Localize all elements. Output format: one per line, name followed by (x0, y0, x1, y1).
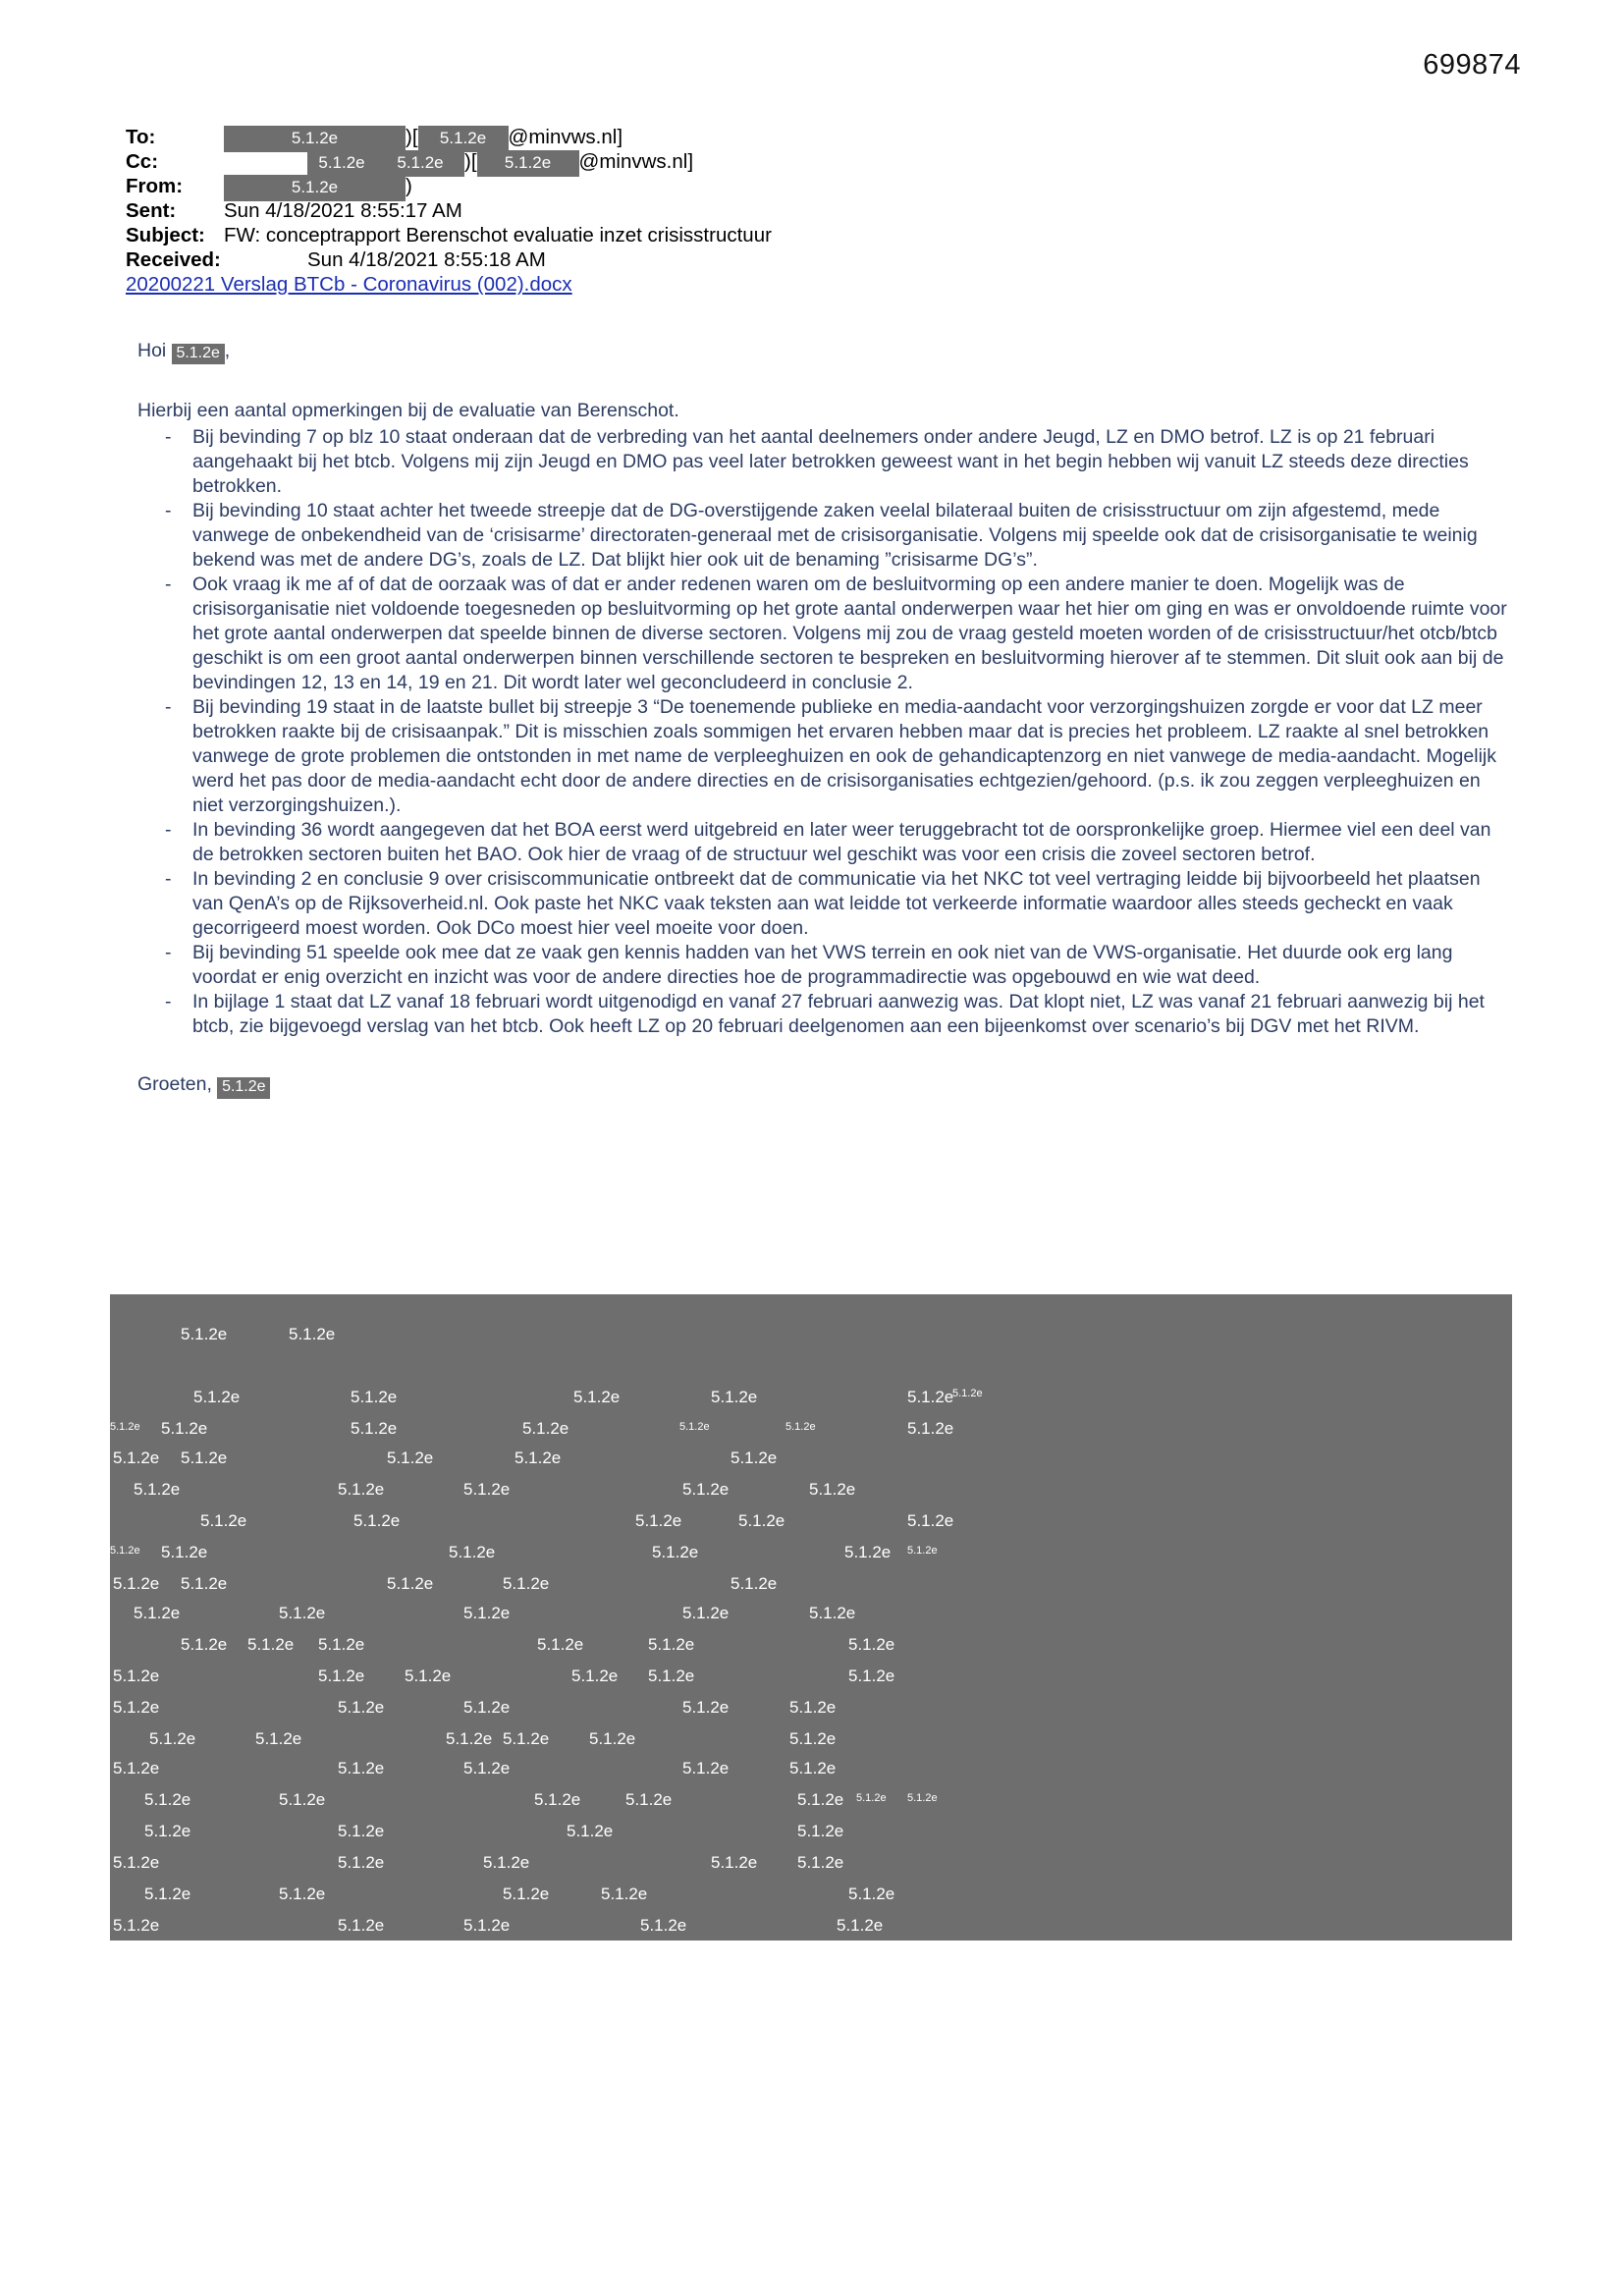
redaction-chip: 5.1.2e (797, 1853, 844, 1872)
email-body (137, 339, 1512, 1117)
list-item: - In bijlage 1 staat dat LZ vanaf 18 februari wordt uitgenodigd en vanaf 27 februari aanwezig was. Dat klopt niet, LZ was vanaf 21 februari aanwezig bij het btcb, zie bijgevoegd verslag van het btcb. Ook heeft LZ op 20 februari deelgenomen aan een bijeenkomst over scenario’s bij DGV met het RIVM. (137, 990, 1512, 1039)
to-suffix-2: @minvws.nl] (508, 126, 623, 148)
header-row-to (126, 126, 1402, 150)
redaction-chip: 5.1.2e (809, 1604, 856, 1622)
redaction-chip: 5.1.2e (682, 1698, 730, 1717)
redaction-chip: 5.1.2e (338, 1853, 385, 1872)
redaction-chip: 5.1.2e (952, 1388, 983, 1399)
redaction-chip: 5.1.2e (279, 1885, 326, 1903)
redaction-chip: 5.1.2e (110, 1545, 140, 1557)
redaction-chip: 5.1.2e (181, 1449, 228, 1467)
redaction-chip: 5.1.2e (255, 1729, 302, 1748)
redaction-chip: 5.1.2e (856, 1792, 887, 1804)
attachment-link[interactable]: 20200221 Verslag BTCb - Coronavirus (002).docx (126, 273, 572, 296)
redaction-chip: 5.1.2e (338, 1916, 385, 1935)
redaction-chip: 5.1.2e (113, 1449, 160, 1467)
redaction-chip: 5.1.2e (785, 1421, 816, 1433)
redaction-chip: 5.1.2e (338, 1759, 385, 1777)
redaction-chip: 5.1.2e (181, 1635, 228, 1654)
redaction-chip: 5.1.2e (514, 1449, 562, 1467)
list-item: - Ook vraag ik me af of dat de oorzaak was of dat er ander redenen waren om de besluitvorming op een andere manier te doen. Mogelijk was de crisisorganisatie niet voldoende toegesneden op besluitvorming op het grote aantal onderwerpen waar het hier om ging en was er onvoldoende ruimte voor het grote aantal onderwerpen dat speelde binnen de diverse sectoren. Volgens mij zou de vraag gesteld moeten worden of de crisisstructuur/het otcb/btcb geschikt is om een groot aantal onderwerpen binnen verschillende sectoren te bespreken en besluitvorming hierover af te stemmen. Dit sluit ook aan bij de bevindingen 12, 13 en 14, 19 en 21. Dit wordt later wel geconcludeerd in conclusie 2. (137, 573, 1512, 695)
redaction-chip: 5.1.2e (589, 1729, 636, 1748)
sent-label: Sent: (126, 199, 177, 222)
redaction-chip: 5.1.2e (318, 1667, 365, 1685)
list-item: - In bevinding 36 wordt aangegeven dat het BOA eerst werd uitgebreid en later weer teruggebracht tot de oorspronkelijke groep. Hiermee viel een deel van de betrokken sectoren buiten het BAO. Ook hier de vraag of de structuur wel geschikt was voor een crisis die zoveel sectoren betrof. (137, 818, 1512, 867)
redaction-chip: 5.1.2e (449, 1543, 496, 1561)
redaction-chip: 5.1.2e (289, 1325, 336, 1343)
redaction-chip: 5.1.2e (224, 126, 406, 152)
redaction-chip: 5.1.2e (789, 1729, 837, 1748)
redaction-chip: 5.1.2e (679, 1421, 710, 1433)
redaction-chip: 5.1.2e (682, 1480, 730, 1499)
list-item: - Bij bevinding 7 op blz 10 staat onderaan dat de verbreding van het aantal deelnemers onder andere Jeugd, LZ en DMO betrof. LZ is op 21 februari aangehaakt bij het btcb. Volgens mij zijn Jeugd en DMO pas veel later betrokken geweest want in het begin hebben wij vanuit LZ steeds deze directies betrokken. (137, 425, 1512, 499)
redaction-chip: 5.1.2e (161, 1543, 208, 1561)
redaction-chip: 5.1.2e (573, 1388, 621, 1406)
redaction-chip: 5.1.2e (848, 1885, 895, 1903)
redaction-chip: 5.1.2e (134, 1480, 181, 1499)
redaction-chip: 5.1.2e (217, 1077, 270, 1098)
redaction-chip: 5.1.2e (193, 1388, 241, 1406)
redaction-chip: 5.1.2e (522, 1419, 569, 1438)
header-row-sent (126, 199, 1402, 224)
redaction-chip: 5.1.2e (351, 1419, 398, 1438)
subject-value: FW: conceptrapport Berenschot evaluatie inzet crisisstructuur (224, 224, 772, 246)
redaction-chip: 5.1.2e (682, 1759, 730, 1777)
redaction-chip: 5.1.2e (113, 1667, 160, 1685)
redaction-chip: 5.1.2e (318, 1635, 365, 1654)
redaction-chip: 5.1.2e (338, 1698, 385, 1717)
cc-value (307, 150, 693, 177)
redaction-chip: 5.1.2e (172, 344, 225, 364)
to-value (224, 126, 623, 152)
redaction-chip: 5.1.2e (181, 1325, 228, 1343)
redaction-chip: 5.1.2e (418, 126, 509, 152)
redaction-chip: 5.1.2e (247, 1635, 295, 1654)
to-label: To: (126, 126, 156, 148)
redaction-chip: 5.1.2e (907, 1419, 954, 1438)
redaction-chip: 5.1.2e (789, 1759, 837, 1777)
cc-suffix-2: @minvws.nl] (578, 150, 694, 173)
redaction-chip: 5.1.2e (648, 1667, 695, 1685)
header-row-from (126, 175, 1402, 199)
comments-list (137, 425, 1512, 1039)
redaction-chip: 5.1.2e (625, 1790, 673, 1809)
redaction-chip: 5.1.2e (113, 1759, 160, 1777)
intro-paragraph: Hierbij een aantal opmerkingen bij de evaluatie van Berenschot. (137, 400, 679, 422)
redaction-chip: 5.1.2e (537, 1635, 584, 1654)
redaction-chip: 5.1.2e (181, 1574, 228, 1593)
redaction-chip: 5.1.2e (797, 1790, 844, 1809)
redaction-chip: 5.1.2e (224, 175, 406, 201)
redaction-chip: 5.1.2e (463, 1916, 511, 1935)
redaction-chip: 5.1.2e (279, 1604, 326, 1622)
redaction-chip: 5.1.2e (682, 1604, 730, 1622)
redaction-chip: 5.1.2e (907, 1792, 938, 1804)
redaction-chip: 5.1.2e (635, 1511, 682, 1530)
greeting-line (137, 339, 1512, 363)
redaction-chip: 5.1.2e (907, 1388, 954, 1406)
redaction-chip: 5.1.2e (567, 1822, 614, 1840)
redaction-chip: 5.1.2e (477, 150, 579, 177)
redaction-chip: 5.1.2e (307, 150, 376, 177)
from-label: From: (126, 175, 184, 197)
header-row-received (126, 248, 1402, 273)
redaction-chip: 5.1.2e (789, 1698, 837, 1717)
redaction-chip: 5.1.2e (144, 1790, 191, 1809)
redaction-chip: 5.1.2e (503, 1574, 550, 1593)
redaction-chip: 5.1.2e (652, 1543, 699, 1561)
list-item: - In bevinding 2 en conclusie 9 over crisiscommunicatie ontbreekt dat de communicatie via het NKC tot veel vertraging leidde bij bijvoorbeeld het plaatsen van QenA’s op de Rijksoverheid.nl. Ook paste het NKC vaak teksten aan wat leidde tot verkeerde informatie waardoor alles steeds gecheckt en vaak gecorrigeerd moest worden. Ook DCo moest hier veel moeite voor doen. (137, 867, 1512, 941)
redaction-chip: 5.1.2e (837, 1916, 884, 1935)
header-row-cc (126, 150, 1402, 175)
redaction-chip: 5.1.2e (640, 1916, 687, 1935)
received-label: Received: (126, 248, 221, 271)
to-suffix-1: )[ (406, 126, 418, 148)
redaction-chip: 5.1.2e (463, 1759, 511, 1777)
redaction-chip: 5.1.2e (711, 1853, 758, 1872)
redaction-chip: 5.1.2e (907, 1511, 954, 1530)
redaction-chip: 5.1.2e (149, 1729, 196, 1748)
signoff-text: Groeten, (137, 1073, 212, 1096)
redaction-chip: 5.1.2e (351, 1388, 398, 1406)
redaction-chip: 5.1.2e (161, 1419, 208, 1438)
redaction-chip: 5.1.2e (534, 1790, 581, 1809)
list-item: - Bij bevinding 10 staat achter het tweede streepje dat de DG-overstijgende zaken veelal bilateraal buiten de crisisstructuur om zijn afgestemd, mede vanwege de onbekendheid van de ‘crisisarme’ directoraten-generaal met de crisisorganisatie. Volgens mij speelde ook dat de crisisorganisatie te weinig bekend was met de andere DG’s, zoals de LZ. Dat blijkt hier ook uit de benaming ”crisisarme DG’s”. (137, 499, 1512, 573)
redaction-chip: 5.1.2e (571, 1667, 619, 1685)
redaction-chip: 5.1.2e (503, 1729, 550, 1748)
redaction-chip: 5.1.2e (279, 1790, 326, 1809)
list-item: - Bij bevinding 51 speelde ook mee dat ze vaak gen kennis hadden van het VWS terrein en ook niet van de VWS-organisatie. Het duurde ook erg lang voordat er enig overzicht en inzicht was voor de andere directies hoe de programmadirectie was opgebouwd en wie wat deed. (137, 941, 1512, 990)
redaction-chip: 5.1.2e (113, 1574, 160, 1593)
email-header (126, 126, 1402, 301)
redaction-chip: 5.1.2e (338, 1822, 385, 1840)
redaction-chip: 5.1.2e (200, 1511, 247, 1530)
redaction-chip: 5.1.2e (797, 1822, 844, 1840)
from-value (224, 175, 412, 201)
redaction-chip: 5.1.2e (907, 1545, 938, 1557)
redaction-chip: 5.1.2e (113, 1698, 160, 1717)
redacted-content-block (110, 1294, 1512, 1941)
header-row-subject (126, 224, 1402, 248)
redaction-chip: 5.1.2e (113, 1916, 160, 1935)
redaction-chip: 5.1.2e (731, 1574, 778, 1593)
redaction-chip: 5.1.2e (844, 1543, 892, 1561)
redaction-chip: 5.1.2e (113, 1853, 160, 1872)
cc-suffix-1: )[ (464, 150, 477, 173)
received-value: Sun 4/18/2021 8:55:18 AM (307, 248, 546, 271)
redaction-chip: 5.1.2e (848, 1667, 895, 1685)
list-item: - Bij bevinding 19 staat in de laatste bullet bij streepje 3 “De toenemende publieke en media-aandacht voor verzorgingshuizen zorgde er voor dat LZ meer betrokken raakte bij de crisisaanpak.” Dit is misschien zoals sommigen het ervaren hebben maar dat is precies het probleem. LZ raakte al snel betrokken vanwege de grote problemen die ontstonden in met name de verpleeghuizen en ook de gehandicaptenzorg en niet vanwege de media-aandacht. Mogelijk werd het pas door de media-aandacht echt door de andere directies en de crisisorganisaties echtgezien/gehoord. (p.s. ik zou zeggen verpleeghuizen en niet verzorgingshuizen.). (137, 695, 1512, 818)
redaction-chip: 5.1.2e (463, 1604, 511, 1622)
redaction-chip: 5.1.2e (338, 1480, 385, 1499)
redaction-chip: 5.1.2e (110, 1421, 140, 1433)
redaction-chip: 5.1.2e (731, 1449, 778, 1467)
redaction-chip: 5.1.2e (848, 1635, 895, 1654)
greeting-prefix: Hoi (137, 340, 167, 361)
redaction-chip: 5.1.2e (446, 1729, 493, 1748)
redaction-chip: 5.1.2e (601, 1885, 648, 1903)
redaction-chip: 5.1.2e (648, 1635, 695, 1654)
redaction-chip: 5.1.2e (144, 1885, 191, 1903)
redaction-chip: 5.1.2e (463, 1480, 511, 1499)
redaction-chip: 5.1.2e (463, 1698, 511, 1717)
redaction-chip: 5.1.2e (405, 1667, 452, 1685)
redaction-chip: 5.1.2e (483, 1853, 530, 1872)
redaction-chip: 5.1.2e (134, 1604, 181, 1622)
from-suffix: ) (406, 175, 412, 197)
cc-label: Cc: (126, 150, 159, 173)
page-number: 699874 (1423, 49, 1521, 81)
signoff-line (137, 1072, 1512, 1097)
redaction-chip: 5.1.2e (387, 1449, 434, 1467)
redaction-chip: 5.1.2e (503, 1885, 550, 1903)
redaction-chip: 5.1.2e (809, 1480, 856, 1499)
redaction-chip: 5.1.2e (711, 1388, 758, 1406)
header-row-attachment (126, 273, 1402, 301)
subject-label: Subject: (126, 224, 205, 246)
redaction-chip: 5.1.2e (144, 1822, 191, 1840)
redaction-chip: 5.1.2e (353, 1511, 401, 1530)
redaction-chip: 5.1.2e (387, 1574, 434, 1593)
sent-value: Sun 4/18/2021 8:55:17 AM (224, 199, 462, 222)
redaction-chip: 5.1.2e (738, 1511, 785, 1530)
greeting-suffix: , (224, 340, 231, 361)
redaction-chip: 5.1.2e (376, 150, 464, 177)
